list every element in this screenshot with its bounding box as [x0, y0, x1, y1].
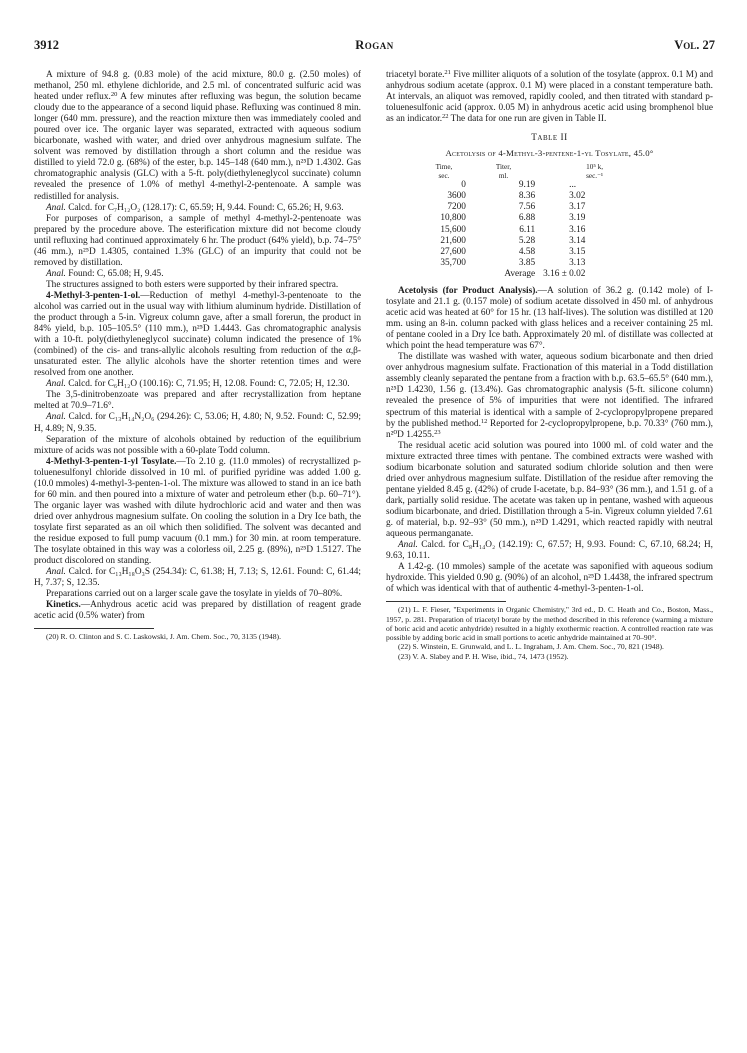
left-column — [34, 70, 361, 642]
table-row: 21,600 5.28 3.14 — [440, 235, 586, 246]
section-heading: Kinetics. — [46, 600, 81, 611]
volume-label: Vol. 27 — [674, 38, 715, 52]
col-unit: ml. — [498, 171, 509, 180]
paragraph: Separation of the mixture of alcohols obtained by reduction of the equilibrium mixture of acids was not possible with a 60-plate Todd column. — [34, 434, 361, 456]
footnote: (20) R. O. Clinton and S. C. Laskowski, J. Am. Chem. Soc., 70, 3135 (1948). — [46, 632, 281, 642]
analysis: Anal. Calcd. for C₇H₁₂O₂ (128.17): C, 65.59; H, 9.44. Found: C, 65.26; H, 9.63. — [46, 202, 344, 213]
right-column — [386, 70, 713, 661]
kinetics-table — [420, 163, 650, 280]
paragraph: The structures assigned to both esters were supported by their infrared spectra. — [46, 279, 339, 290]
running-author: Rogan — [355, 38, 394, 52]
paragraph: The distillate was washed with water, aqueous sodium bicarbonate and then dried over anhydrous magnesium sulfate. Fractionation of this material in a Todd distillation assembly cleanly separated the pentane from a fraction with b.p. 63.5–65.5° (640 mm.), n²⁵D 1.4230, 1.56 g. (13.4%). Gas chromatographic analysis (5-ft. silicone column) revealed the presence of 5% of impurities that were not identified. The infrared spectrum of this material is identical with a sample of 2-cyclopropylpropene prepared by the published method.$^{12}$ Reported for 2-cyclopropylpropene, b.p. 70.33° (760 mm.), n²⁰D 1.4255.23 — [386, 352, 713, 440]
table-caption: Table II — [531, 133, 568, 144]
analysis: Anal. Calcd. for C₁₃H₁₈O₃S (254.34): C, 61.38; H, 7.13; S, 12.61. Found: C, 61.44; H, 7.37; S, 12.35. — [34, 567, 361, 589]
table-row: 35,700 3.85 3.13 — [440, 257, 586, 268]
footnote-rule — [386, 601, 506, 602]
table-row: 0 9.19 ... — [461, 180, 577, 191]
paragraph: For purposes of comparison, a sample of methyl 4-methyl-2-pentenoate was prepared by the procedure above. The esterification mixture did not become cloudy until refluxing had continued approximately 6 hr. The product (64% yield), b.p. 74–75° (46 mm.), n²⁵D 1.4305, contained 1.3% (GLC) of an impurity that could not be removed by distillation. — [34, 213, 361, 268]
page-number: 3912 — [34, 38, 59, 52]
paragraph: A mixture of 94.8 g. (0.83 mole) of the acid mixture, 80.0 g. (2.50 moles) of methanol, 250 ml. ethylene dichloride, and 2.5 ml. of concentrated sulfuric acid was heated under reflux.$^{20}$ A few minutes after refluxing was begun, the solution became cloudy due to the appearance of a second liquid phase. Refluxing was continued 8 min. longer (640 mm. pressure), and the reaction mixture then was immediately cooled and poured over ice. The organic layer was separated, extracted with aqueous sodium bicarbonate, washed with water, and dried over anhydrous magnesium sulfate. The solvent was removed by distillation through a short column and the residue was distilled to yield 72.0 g. (68%) of the ester, b.p. 145–148 (640 mm.), n²⁵D 1.4302. Gas chromatographic analysis (GLC) with a 5-ft. poly(diethyleneglycol succinate) column revealed the presence of 1.0% of methyl 4-methyl-2-pentenoate. A sample was redistilled for analysis. — [34, 70, 361, 202]
col-header: Titer, — [495, 163, 512, 172]
average-label: Average — [504, 268, 536, 279]
section-paragraph: 4-Methyl-3-penten-1-yl Tosylate.—To 2.10 g. (11.0 mmoles) of recrystallized p-toluenesulfonyl chloride dissolved in 10 ml. of purified pyridine was added 1.00 g. (10.0 mmoles) 4-methyl-3-penten-1-ol. The mixture was allowed to stand in an ice bath for 60 min. and then poured into a mixture of water and petroleum ether (b.p. 60–71°). The organic layer was washed with dilute hydrochloric acid and water and then was dried over anhydrous magnesium sulfate. On cooling the solution in a Dry Ice bath, the tosylate first separated as an oil which then solidified. The solvent was decanted and the residue exposed to full pump vacuum (0.1 mm.) for 30 min. at room temperature. The tosylate obtained in this way was a colorless oil, 2.25 g. (89%), n²⁵D 1.5127. The product discolored on standing. — [34, 456, 361, 567]
paragraph: Preparations carried out on a larger scale gave the tosylate in yields of 70–80%. — [46, 589, 343, 600]
footnote: (22) S. Winstein, E. Grunwald, and L. L. Ingraham, J. Am. Chem. Soc., 70, 821 (1948). — [398, 642, 664, 652]
page-header — [34, 38, 715, 54]
section-heading: Acetolysis (for Product Analysis). — [398, 285, 538, 296]
paragraph: A 1.42-g. (10 mmoles) sample of the acetate was saponified with aqueous sodium hydroxide. This yielded 0.90 g. (90%) of an alcohol, n²⁵D 1.4438, the infrared spectrum of which was identical with that of authentic 4-methyl-3-penten-1-ol. — [386, 562, 713, 595]
col-unit: sec.⁻¹ — [586, 171, 604, 180]
table-header-row — [420, 163, 650, 171]
analysis: Anal. Calcd. for C₁₃H₁₄N₂O₆ (294.26): C, 53.06; H, 4.80; N, 9.52. Found: C, 52.99; H, 4.89; N, 9.35. — [34, 412, 361, 434]
col-header: Time, — [435, 163, 453, 172]
footnote-rule — [34, 628, 154, 629]
table-units-row — [420, 172, 650, 180]
analysis: Anal. Calcd. for C₆H₁₂O (100.16): C, 71.95; H, 12.08. Found: C, 72.05; H, 12.30. — [46, 379, 350, 390]
table-row: 7200 7.56 3.17 — [447, 202, 586, 213]
paragraph: The 3,5-dinitrobenzoate was prepared and after recrystallization from heptane melted at 70.9–71.6°. — [34, 390, 361, 412]
paragraph: triacetyl borate.$^{21}$ Five milliter aliquots of a solution of the tosylate (approx. 0.1 M) and anhydrous sodium acetate (approx. 0.1 M) were placed in a constant temperature bath. At intervals, an aliquot was removed, rapidly cooled, and then titrated with standard p-toluenesulfonic acid (approx. 0.05 M) in anhydrous acetic acid using bromphenol blue as an indicator.$^{22}$ The data for one run are given in Table II. — [386, 69, 713, 125]
section-heading: 4-Methyl-3-penten-1-ol. — [46, 290, 141, 301]
table-row: 10,800 6.88 3.19 — [440, 213, 586, 224]
analysis: Anal. Found: C, 65.08; H, 9.45. — [46, 268, 164, 279]
col-unit: sec. — [438, 171, 450, 180]
paragraph: The residual acetic acid solution was poured into 1000 ml. of cold water and the mixture extracted three times with pentane. The combined extracts were washed with sodium bicarbonate solution and saturated sodium chloride solution and then were dried over anhydrous magnesium sulfate. Distillation of the residue after removing the pentane yielded 8.45 g. (42%) of crude I-acetate, b.p. 84–93° (36 mm.), and 1.51 g. of a dark, partially solid residue. The acetate was taken up in pentane, washed with aqueous sodium bicarbonate, and dried. Distillation through a 5-in. Vigreux column yielded 7.61 g. of material, b.p. 92–93° (50 mm.), n²⁵D 1.4291, which reacted rapidly with neutral aqueous permanganate. — [386, 440, 713, 540]
footnote: (23) V. A. Slabey and P. H. Wise, ibid., 74, 1473 (1952). — [398, 651, 569, 661]
section-heading: 4-Methyl-3-penten-1-yl Tosylate. — [46, 456, 177, 467]
footnote: (21) L. F. Fieser, "Experiments in Organic Chemistry," 3rd ed., D. C. Heath and Co., Boston, Mass., 1957, p. 281. Preparation of triacetyl borate by the method described in this reference (warming a mixture of boric acid and acetic anhydride) resulted in a highly exothermic reaction. A controlled reaction rate was possible by adding boric acid in small portions to acetic anhydride maintained at 70–90°. — [386, 605, 713, 643]
section-paragraph: Acetolysis (for Product Analysis).—A solution of 36.2 g. (0.142 mole) of I-tosylate and 21.1 g. (0.157 mole) of sodium acetate dissolved in 450 ml. of anhydrous acetic acid was heated at 60° for 15 hr. (13 half-lives). The solution was distilled at 120 mm. using an 8-in. column packed with glass helices and a receiver containing 25 ml. of pentane cooled in a Dry Ice bath. Approximately 20 ml. of distillate was collected at which point the head temperature was 67°. — [386, 285, 713, 352]
average-value: 3.16 ± 0.02 — [543, 268, 586, 279]
section-paragraph: Kinetics.—Anhydrous acetic acid was prepared by distillation of reagent grade acetic acid (0.5% water) from — [34, 600, 361, 622]
section-paragraph: 4-Methyl-3-penten-1-ol.—Reduction of methyl 4-methyl-3-pentenoate to the alcohol was carried out in the usual way with lithium aluminum hydride. Distillation of the product through a 5-in. Vigreux column gave, after a small forerun, the product in 84% yield, b.p. 105–105.5° (110 mm.), n²⁵D 1.4443. Gas chromatographic analysis with a 10-ft. poly(diethyleneglycol succinate) column indicated the presence of 1% (combined) of the cis- and trans-allylic alcohols resulting from reduction of the α,β-unsaturated ester. The allylic alcohols have the shorter retention times and were resolved from one another. — [34, 290, 361, 379]
col-header: 10⁵ k, — [586, 163, 604, 172]
table-row: 3600 8.36 3.02 — [447, 191, 586, 202]
table-average-row — [420, 269, 650, 280]
table-title: Acetolysis of 4-Methyl-3-pentene-1-yl Tosylate, 45.0° — [445, 148, 654, 159]
analysis: Anal. Calcd. for C₈H₁₄O₂ (142.19): C, 67.57; H, 9.93. Found: C, 67.10, 68.24; H, 9.63, 10.11. — [386, 540, 713, 562]
table-row: 27,600 4.58 3.15 — [440, 246, 586, 257]
table-row: 15,600 6.11 3.16 — [440, 224, 586, 235]
